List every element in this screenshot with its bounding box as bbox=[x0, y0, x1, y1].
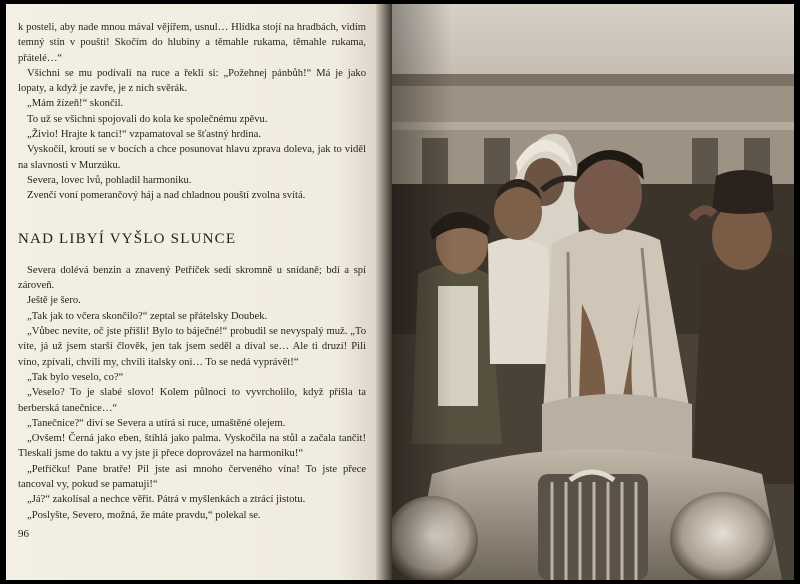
paragraph: Severa, lovec lvů, pohladil harmoniku. bbox=[27, 174, 192, 186]
chapter-heading: NAD LIBYÍ VYŠLO SLUNCE bbox=[18, 230, 237, 247]
paragraph: Ještě je šero. bbox=[27, 295, 81, 307]
paragraph: „Živio! Hrajte k tanci!“ vzpamatoval se šťastný hrdina. bbox=[27, 129, 261, 141]
paragraph: „Veselo? To je slabé slovo! Kolem půlnoci to vyvrcholilo, když přišla ta berberská tanečnice…“ bbox=[18, 387, 366, 414]
book-spread bbox=[6, 4, 794, 580]
photograph bbox=[392, 4, 794, 580]
left-page bbox=[6, 4, 382, 580]
photo-page bbox=[392, 4, 794, 580]
paragraph: k posteli, aby nade mnou mával vějířem, usnul… Hlídka stojí na hradbách, vidím temný stín v poušti! Skočím do hlubiny a těmahle rukama, těmahle rukama, přátelé…“ bbox=[18, 22, 366, 64]
paragraph: „Já?“ zakolísal a nechce věřit. Pátrá v myšlenkách a ztrácí jistotu. bbox=[27, 494, 306, 506]
page-text bbox=[18, 20, 366, 523]
paragraph: To už se všichni spojovali do kola ke společnému zpěvu. bbox=[27, 113, 268, 125]
paragraph: „Mám žízeň!“ skončil. bbox=[27, 98, 124, 110]
paragraph: Vyskočil, kroutí se v bocích a chce posunovat hlavu zprava doleva, jak to viděl na slavnosti v Murzúku. bbox=[18, 144, 366, 171]
paragraph: „Petříčku! Pane bratře! Pil jste asi mnoho červeného vína! To jste přece tancoval vy, pokud se pamatuji!“ bbox=[18, 463, 366, 491]
paragraph: „Ovšem! Černá jako eben, štíhlá jako palma. Vyskočila na stůl a začala tančit! Tleskali jsme do taktu a vy jste ji přece doprovázel na harmoniku!“ bbox=[18, 433, 366, 460]
paragraph: Zvenčí voní pomerančový háj a nad chladnou pouští zvolna svítá. bbox=[27, 190, 306, 202]
paragraph: „Vůbec nevíte, oč jste přišli! Bylo to báječné!“ probudil se nevyspalý muž. „To víte, já už jsem starší člověk, jen tak jsem seděl a díval se… Ale ti druzí! Pili víno, zpívali, chvíli my, chvíli italsky oni… To se nedá vyprávět!“ bbox=[18, 326, 366, 368]
paragraph: „Tak jak to včera skončilo?“ zeptal se přátelsky Doubek. bbox=[27, 310, 268, 322]
paragraph: „Poslyšte, Severo, možná, že máte pravdu,“ polekal se. bbox=[27, 509, 261, 521]
page-number: 96 bbox=[18, 528, 29, 540]
paragraph: „Tanečnice?“ diví se Severa a utírá si ruce, umaštěné olejem. bbox=[27, 417, 286, 429]
paragraph: Severa dolévá benzin a znavený Petříček sedí skromně u snídaně; bdí a spí zároveň. bbox=[18, 264, 366, 292]
paragraph: Všichni se mu podívali na ruce a řekli si: „Požehnej pánbůh!“ Má je jako lopaty, a když je zavře, je z nich svěrák. bbox=[18, 67, 366, 95]
paragraph: „Tak bylo veselo, co?“ bbox=[27, 371, 124, 383]
